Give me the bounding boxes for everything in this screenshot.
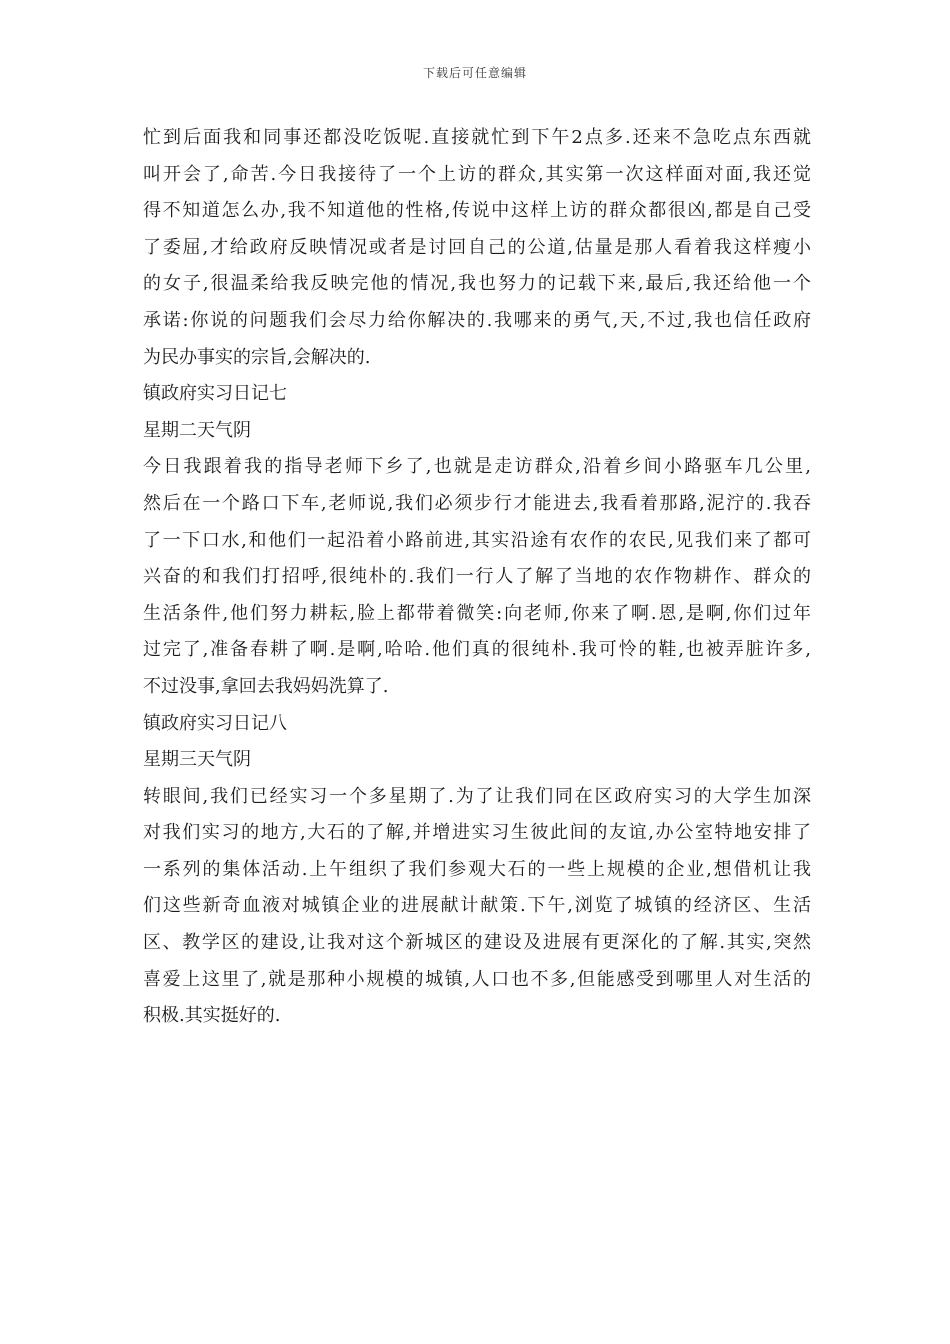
body-text-line: 喜爱上这里了,就是那种小规模的城镇,人口也不多,但能感受到哪里人对生活的 bbox=[143, 968, 811, 990]
body-text-line: 的女子,很温柔给我反映完他的情况,我也努力的记载下来,最后,我还给他一个 bbox=[143, 273, 811, 295]
section-heading-line: 镇政府实习日记八 bbox=[143, 712, 287, 734]
page-header: 下载后可任意编辑 bbox=[422, 66, 527, 80]
document-body bbox=[143, 120, 811, 1035]
body-text-line: 叫开会了,命苦.今日我接待了一个上访的群众,其实第一次这样面对面,我还觉 bbox=[143, 163, 811, 185]
body-text-line: 兴奋的和我们打招呼,很纯朴的.我们一行人了解了当地的农作物耕作、群众的 bbox=[143, 566, 811, 588]
body-text-line: 对我们实习的地方,大石的了解,并增进实习生彼此间的友谊,办公室特地安排了 bbox=[143, 822, 811, 844]
section-heading-line: 星期二天气阴 bbox=[143, 419, 251, 441]
body-text-line: 为民办事实的宗旨,会解决的. bbox=[143, 346, 371, 368]
body-text-line: 一系列的集体活动.上午组织了我们参观大石的一些上规模的企业,想借机让我 bbox=[143, 858, 811, 880]
body-text-line: 不过没事,拿回去我妈妈洗算了. bbox=[143, 675, 389, 697]
body-text-line: 过完了,准备春耕了啊.是啊,哈哈.他们真的很纯朴.我可怜的鞋,也被弄脏许多, bbox=[143, 639, 811, 661]
body-text-line: 得不知道怎么办,我不知道他的性格,传说中这样上访的群众都很凶,都是自己受 bbox=[143, 200, 811, 222]
section-heading-line: 星期三天气阴 bbox=[143, 749, 251, 771]
body-text-line: 区、教学区的建设,让我对这个新城区的建设及进展有更深化的了解.其实,突然 bbox=[143, 932, 811, 954]
body-text-line: 生活条件,他们努力耕耘,脸上都带着微笑:向老师,你来了啊.恩,是啊,你们过年 bbox=[143, 602, 811, 624]
body-text-line: 了委屈,才给政府反映情况或者是讨回自己的公道,估量是那人看着我这样瘦小 bbox=[143, 236, 811, 258]
section-heading-line: 镇政府实习日记七 bbox=[143, 383, 287, 405]
body-text-line: 了一下口水,和他们一起沿着小路前进,其实沿途有农作的农民,见我们来了都可 bbox=[143, 529, 811, 551]
body-text-line: 们这些新奇血液对城镇企业的进展献计献策.下午,浏览了城镇的经济区、生活 bbox=[143, 895, 811, 917]
body-text-line: 积极.其实挺好的. bbox=[143, 1005, 281, 1027]
body-text-line: 转眼间,我们已经实习一个多星期了.为了让我们同在区政府实习的大学生加深 bbox=[143, 785, 811, 807]
body-text-line: 今日我跟着我的指导老师下乡了,也就是走访群众,沿着乡间小路驱车几公里, bbox=[143, 456, 811, 478]
body-text-line: 忙到后面我和同事还都没吃饭呢.直接就忙到下午2点多.还来不急吃点东西就 bbox=[143, 127, 811, 148]
body-text-line: 承诺:你说的问题我们会尽力给你解决的.我哪来的勇气,天,不过,我也信任政府 bbox=[143, 309, 811, 331]
body-text-line: 然后在一个路口下车,老师说,我们必须步行才能进去,我看着那路,泥泞的.我吞 bbox=[143, 492, 811, 514]
